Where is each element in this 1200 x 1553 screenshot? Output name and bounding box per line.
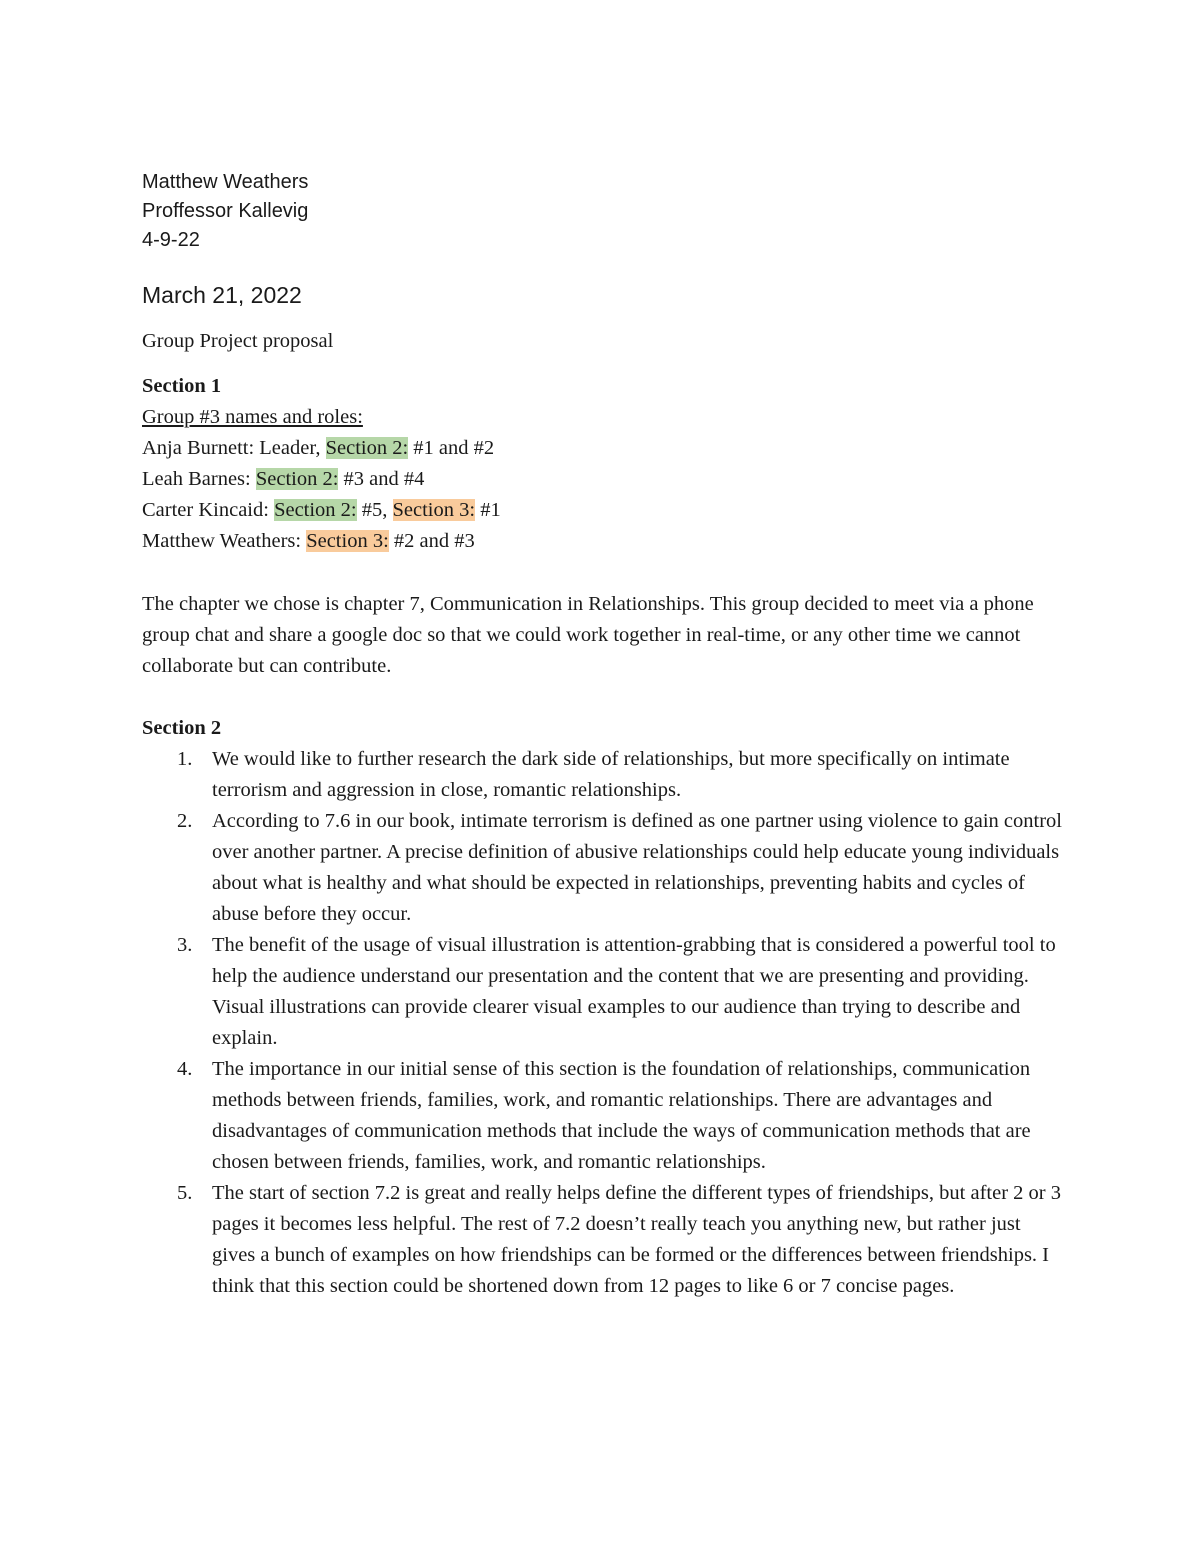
list-number: 1. — [177, 748, 193, 770]
member-row — [142, 433, 1072, 464]
list-text: The benefit of the usage of visual illustration is attention-grabbing that is considered a powerful tool to help the audience understand our presentation and the content that we are presenting and providing. Visual illustrations can provide clearer visual examples to our audience than trying to describe and explain. — [212, 934, 1056, 1049]
list-number: 4. — [177, 1058, 193, 1080]
list-text: The start of section 7.2 is great and really helps define the different types of friendships, but after 2 or 3 pages it becomes less helpful. The rest of 7.2 doesn’t really teach you anything new, but rather just gives a bunch of examples on how friendships can be formed or the differences between friendships. I think that this section could be shortened down from 12 pages to like 6 or 7 concise pages. — [212, 1182, 1061, 1297]
member-role: #1 — [475, 499, 501, 521]
list-item — [142, 1054, 1067, 1178]
document-title: Group Project proposal — [142, 330, 334, 352]
section-2-list — [142, 744, 1067, 1302]
chapter-paragraph: The chapter we chose is chapter 7, Communication in Relationships. This group decided to meet via a phone group chat and share a google doc so that we could work together in real-time, or any other time we cannot collaborate but can contribute. — [142, 593, 1034, 677]
member-role: #1 and #2 — [408, 437, 495, 459]
list-number: 3. — [177, 934, 193, 956]
section-3-tag: Section 3: — [306, 530, 389, 552]
list-item — [142, 930, 1067, 1054]
list-number: 2. — [177, 810, 193, 832]
section-2-tag: Section 2: — [325, 437, 409, 459]
section-2-tag: Section 2: — [274, 499, 357, 521]
section-1-subheading: Group #3 names and roles: — [142, 406, 363, 428]
section-3-tag: Section 3: — [392, 499, 476, 521]
short-date: 4-9-22 — [142, 229, 200, 251]
professor-name: Proffessor Kallevig — [142, 200, 309, 222]
member-name: Carter Kincaid: — [142, 499, 275, 521]
member-row — [142, 495, 1072, 526]
section-1-heading: Section 1 — [142, 375, 222, 397]
member-role: #5, — [356, 499, 393, 521]
list-text: According to 7.6 in our book, intimate terrorism is defined as one partner using violence to gain control over another partner. A precise definition of abusive relationships could help educate young individuals about what is healthy and what should be expected in relationships, preventing habits and cycles of abuse before they occur. — [212, 810, 1062, 925]
member-name: Matthew Weathers: — [142, 530, 307, 552]
list-number: 5. — [177, 1182, 193, 1204]
list-item — [142, 744, 1067, 806]
section-2-heading: Section 2 — [142, 717, 222, 739]
list-item — [142, 806, 1067, 930]
long-date: March 21, 2022 — [142, 282, 302, 308]
section-1 — [142, 371, 1072, 557]
list-text: The importance in our initial sense of this section is the foundation of relationships, communication methods between friends, families, work, and romantic relationships. There are advantages and disadvantages of communication methods that include the ways of communication methods that are chosen between friends, families, work, and romantic relationships. — [212, 1058, 1031, 1173]
member-name: Anja Burnett: Leader, — [142, 437, 326, 459]
author-name: Matthew Weathers — [142, 171, 309, 193]
member-row — [142, 526, 1072, 557]
section-2-tag: Section 2: — [255, 468, 339, 490]
member-role: #2 and #3 — [388, 530, 475, 552]
member-role: #3 and #4 — [338, 468, 425, 490]
member-row — [142, 464, 1072, 495]
section-2 — [142, 713, 1067, 1302]
member-name: Leah Barnes: — [142, 468, 256, 490]
list-item — [142, 1178, 1067, 1302]
list-text: We would like to further research the dark side of relationships, but more specifically on intimate terrorism and aggression in close, romantic relationships. — [212, 748, 1010, 801]
